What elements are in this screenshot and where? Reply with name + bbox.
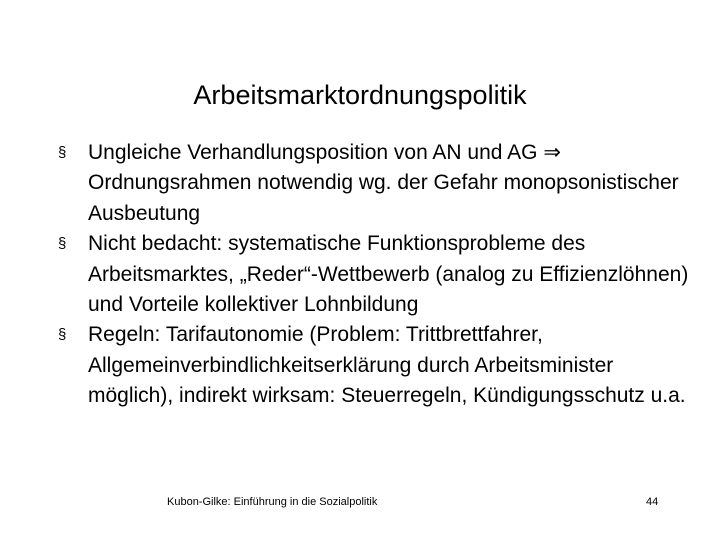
bullet-item xyxy=(58,138,698,229)
bullet-marker-icon: § xyxy=(58,144,67,161)
footer-text: Kubon-Gilke: Einführung in die Sozialpolitik xyxy=(167,496,378,508)
slide-title: Arbeitsmarktordnungspolitik xyxy=(193,80,527,110)
bullet-text: Ungleiche Verhandlungsposition von AN und AG ⇒ Ordnungsrahmen notwendig wg. der Gefahr monopsonistischer Ausbeutung xyxy=(88,141,679,225)
bullet-marker-icon: § xyxy=(58,326,67,344)
bullet-item xyxy=(58,320,698,411)
bullet-text: Regeln: Tarifautonomie (Problem: Trittbrettfahrer, Allgemeinverbindlichkeitserklärung durch Arbeitsminister möglich), indirekt wirksam: Steuerregeln, Kündigungsschutz u.a. xyxy=(88,323,686,408)
bullet-text: Nicht bedacht: systematische Funktionsprobleme des Arbeitsmarktes, „Reder“-Wettbewerb (analog zu Effizienzlöhnen) und Vorteile kollektiver Lohnbildung xyxy=(88,232,689,317)
page-number: 44 xyxy=(646,496,659,508)
bullet-marker-icon: § xyxy=(58,235,67,253)
bullet-list xyxy=(58,138,698,412)
bullet-item xyxy=(58,229,698,320)
